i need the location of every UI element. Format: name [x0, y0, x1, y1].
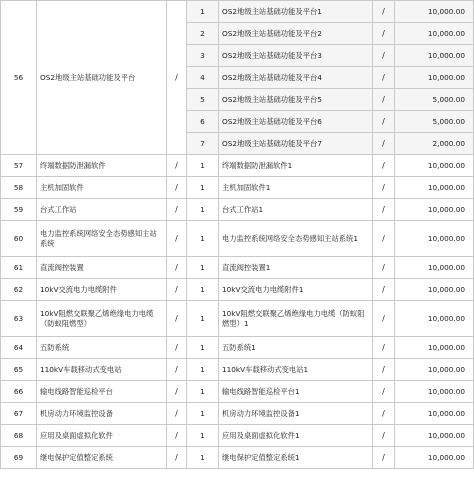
table-row [1, 337, 474, 359]
table-row [1, 221, 474, 257]
table-row [1, 301, 474, 337]
sub-index: 1 [187, 221, 219, 257]
row-number: 64 [1, 337, 37, 359]
sub-item-name: 五防系统1 [219, 337, 373, 359]
sub-index: 1 [187, 403, 219, 425]
sub-flag: / [373, 381, 395, 403]
item-name: 终端数据防泄漏软件 [37, 155, 167, 177]
table-row [1, 257, 474, 279]
sub-index: 1 [187, 447, 219, 469]
sub-flag: / [373, 257, 395, 279]
sub-index: 3 [187, 45, 219, 67]
sub-flag: / [373, 221, 395, 257]
flag-cell: / [167, 1, 187, 155]
table-row [1, 425, 474, 447]
sub-index: 1 [187, 1, 219, 23]
amount: 5,000.00 [395, 111, 474, 133]
item-name: 输电线路智能巡检平台 [37, 381, 167, 403]
row-number: 62 [1, 279, 37, 301]
sub-item-name: 台式工作站1 [219, 199, 373, 221]
row-number: 63 [1, 301, 37, 337]
sub-item-name: 主机加固软件1 [219, 177, 373, 199]
sub-index: 4 [187, 67, 219, 89]
row-number: 69 [1, 447, 37, 469]
sub-flag: / [373, 89, 395, 111]
sub-item-name: OS2地级主站基础功能及平台1 [219, 1, 373, 23]
item-name: 机房动力环境监控设备 [37, 403, 167, 425]
amount: 10,000.00 [395, 155, 474, 177]
sub-flag: / [373, 45, 395, 67]
sub-flag: / [373, 425, 395, 447]
row-number: 68 [1, 425, 37, 447]
flag-cell: / [167, 403, 187, 425]
flag-cell: / [167, 381, 187, 403]
row-number: 61 [1, 257, 37, 279]
table-row [1, 177, 474, 199]
item-name: 主机加固软件 [37, 177, 167, 199]
table-row [1, 447, 474, 469]
amount: 10,000.00 [395, 447, 474, 469]
table-row [1, 199, 474, 221]
sub-index: 1 [187, 257, 219, 279]
sub-index: 1 [187, 279, 219, 301]
row-number: 60 [1, 221, 37, 257]
table-row [1, 155, 474, 177]
sub-index: 1 [187, 155, 219, 177]
flag-cell: / [167, 177, 187, 199]
sub-item-name: OS2地级主站基础功能及平台3 [219, 45, 373, 67]
sub-item-name: 10kV交流电力电缆附件1 [219, 279, 373, 301]
row-number: 56 [1, 1, 37, 155]
amount: 10,000.00 [395, 403, 474, 425]
table-row [1, 1, 474, 23]
amount: 10,000.00 [395, 359, 474, 381]
sub-item-name: 10kV阻燃交联聚乙烯绝缘电力电缆（防蚁阻燃型）1 [219, 301, 373, 337]
amount: 10,000.00 [395, 23, 474, 45]
item-name: 台式工作站 [37, 199, 167, 221]
sub-item-name: 终端数据防泄漏软件1 [219, 155, 373, 177]
sub-flag: / [373, 23, 395, 45]
sub-index: 1 [187, 381, 219, 403]
sub-item-name: OS2地级主站基础功能及平台2 [219, 23, 373, 45]
sub-index: 1 [187, 425, 219, 447]
row-number: 58 [1, 177, 37, 199]
sub-flag: / [373, 447, 395, 469]
amount: 10,000.00 [395, 425, 474, 447]
sub-flag: / [373, 1, 395, 23]
flag-cell: / [167, 301, 187, 337]
item-name: 10kV阻燃交联聚乙烯绝缘电力电缆（防蚁阻燃型） [37, 301, 167, 337]
sub-index: 1 [187, 301, 219, 337]
amount: 10,000.00 [395, 337, 474, 359]
item-name: 10kV交流电力电缆附件 [37, 279, 167, 301]
item-name: 应用及桌面虚拟化软件 [37, 425, 167, 447]
item-name: 五防系统 [37, 337, 167, 359]
table-body [1, 1, 474, 469]
flag-cell: / [167, 425, 187, 447]
amount: 10,000.00 [395, 381, 474, 403]
item-name: 直流阀控装置 [37, 257, 167, 279]
sub-flag: / [373, 111, 395, 133]
sub-flag: / [373, 67, 395, 89]
flag-cell: / [167, 337, 187, 359]
sub-flag: / [373, 279, 395, 301]
sub-index: 5 [187, 89, 219, 111]
sub-index: 6 [187, 111, 219, 133]
amount: 10,000.00 [395, 177, 474, 199]
table-row [1, 359, 474, 381]
amount: 5,000.00 [395, 89, 474, 111]
sub-item-name: OS2地级主站基础功能及平台5 [219, 89, 373, 111]
sub-index: 7 [187, 133, 219, 155]
amount: 10,000.00 [395, 257, 474, 279]
row-number: 65 [1, 359, 37, 381]
sub-index: 1 [187, 359, 219, 381]
sub-item-name: 继电保护定值整定系统1 [219, 447, 373, 469]
row-number: 57 [1, 155, 37, 177]
sub-item-name: 应用及桌面虚拟化软件1 [219, 425, 373, 447]
sub-item-name: 输电线路智能巡检平台1 [219, 381, 373, 403]
sub-item-name: 110kV车载移动式变电站1 [219, 359, 373, 381]
flag-cell: / [167, 155, 187, 177]
sub-flag: / [373, 199, 395, 221]
amount: 10,000.00 [395, 1, 474, 23]
table-row [1, 381, 474, 403]
sub-flag: / [373, 155, 395, 177]
sub-index: 1 [187, 199, 219, 221]
sub-index: 1 [187, 337, 219, 359]
sub-item-name: OS2地级主站基础功能及平台7 [219, 133, 373, 155]
flag-cell: / [167, 257, 187, 279]
amount: 10,000.00 [395, 301, 474, 337]
flag-cell: / [167, 221, 187, 257]
sub-flag: / [373, 359, 395, 381]
sub-flag: / [373, 133, 395, 155]
flag-cell: / [167, 447, 187, 469]
sub-item-name: OS2地级主站基础功能及平台6 [219, 111, 373, 133]
amount: 10,000.00 [395, 45, 474, 67]
row-number: 59 [1, 199, 37, 221]
sub-item-name: OS2地级主站基础功能及平台4 [219, 67, 373, 89]
sub-flag: / [373, 301, 395, 337]
table-row [1, 403, 474, 425]
row-number: 66 [1, 381, 37, 403]
row-number: 67 [1, 403, 37, 425]
flag-cell: / [167, 359, 187, 381]
sub-index: 2 [187, 23, 219, 45]
sub-item-name: 电力监控系统网络安全态势感知主站系统1 [219, 221, 373, 257]
item-name: 电力监控系统网络安全态势感知主站系统 [37, 221, 167, 257]
item-name: 继电保护定值整定系统 [37, 447, 167, 469]
sub-item-name: 直流阀控装置1 [219, 257, 373, 279]
flag-cell: / [167, 279, 187, 301]
item-name: OS2地级主站基础功能及平台 [37, 1, 167, 155]
amount: 10,000.00 [395, 199, 474, 221]
amount: 2,000.00 [395, 133, 474, 155]
sub-flag: / [373, 403, 395, 425]
sub-item-name: 机房动力环境监控设备1 [219, 403, 373, 425]
amount: 10,000.00 [395, 279, 474, 301]
item-name: 110kV车载移动式变电站 [37, 359, 167, 381]
flag-cell: / [167, 199, 187, 221]
sub-flag: / [373, 337, 395, 359]
amount: 10,000.00 [395, 221, 474, 257]
sub-flag: / [373, 177, 395, 199]
sub-index: 1 [187, 177, 219, 199]
table-row [1, 279, 474, 301]
amount: 10,000.00 [395, 67, 474, 89]
